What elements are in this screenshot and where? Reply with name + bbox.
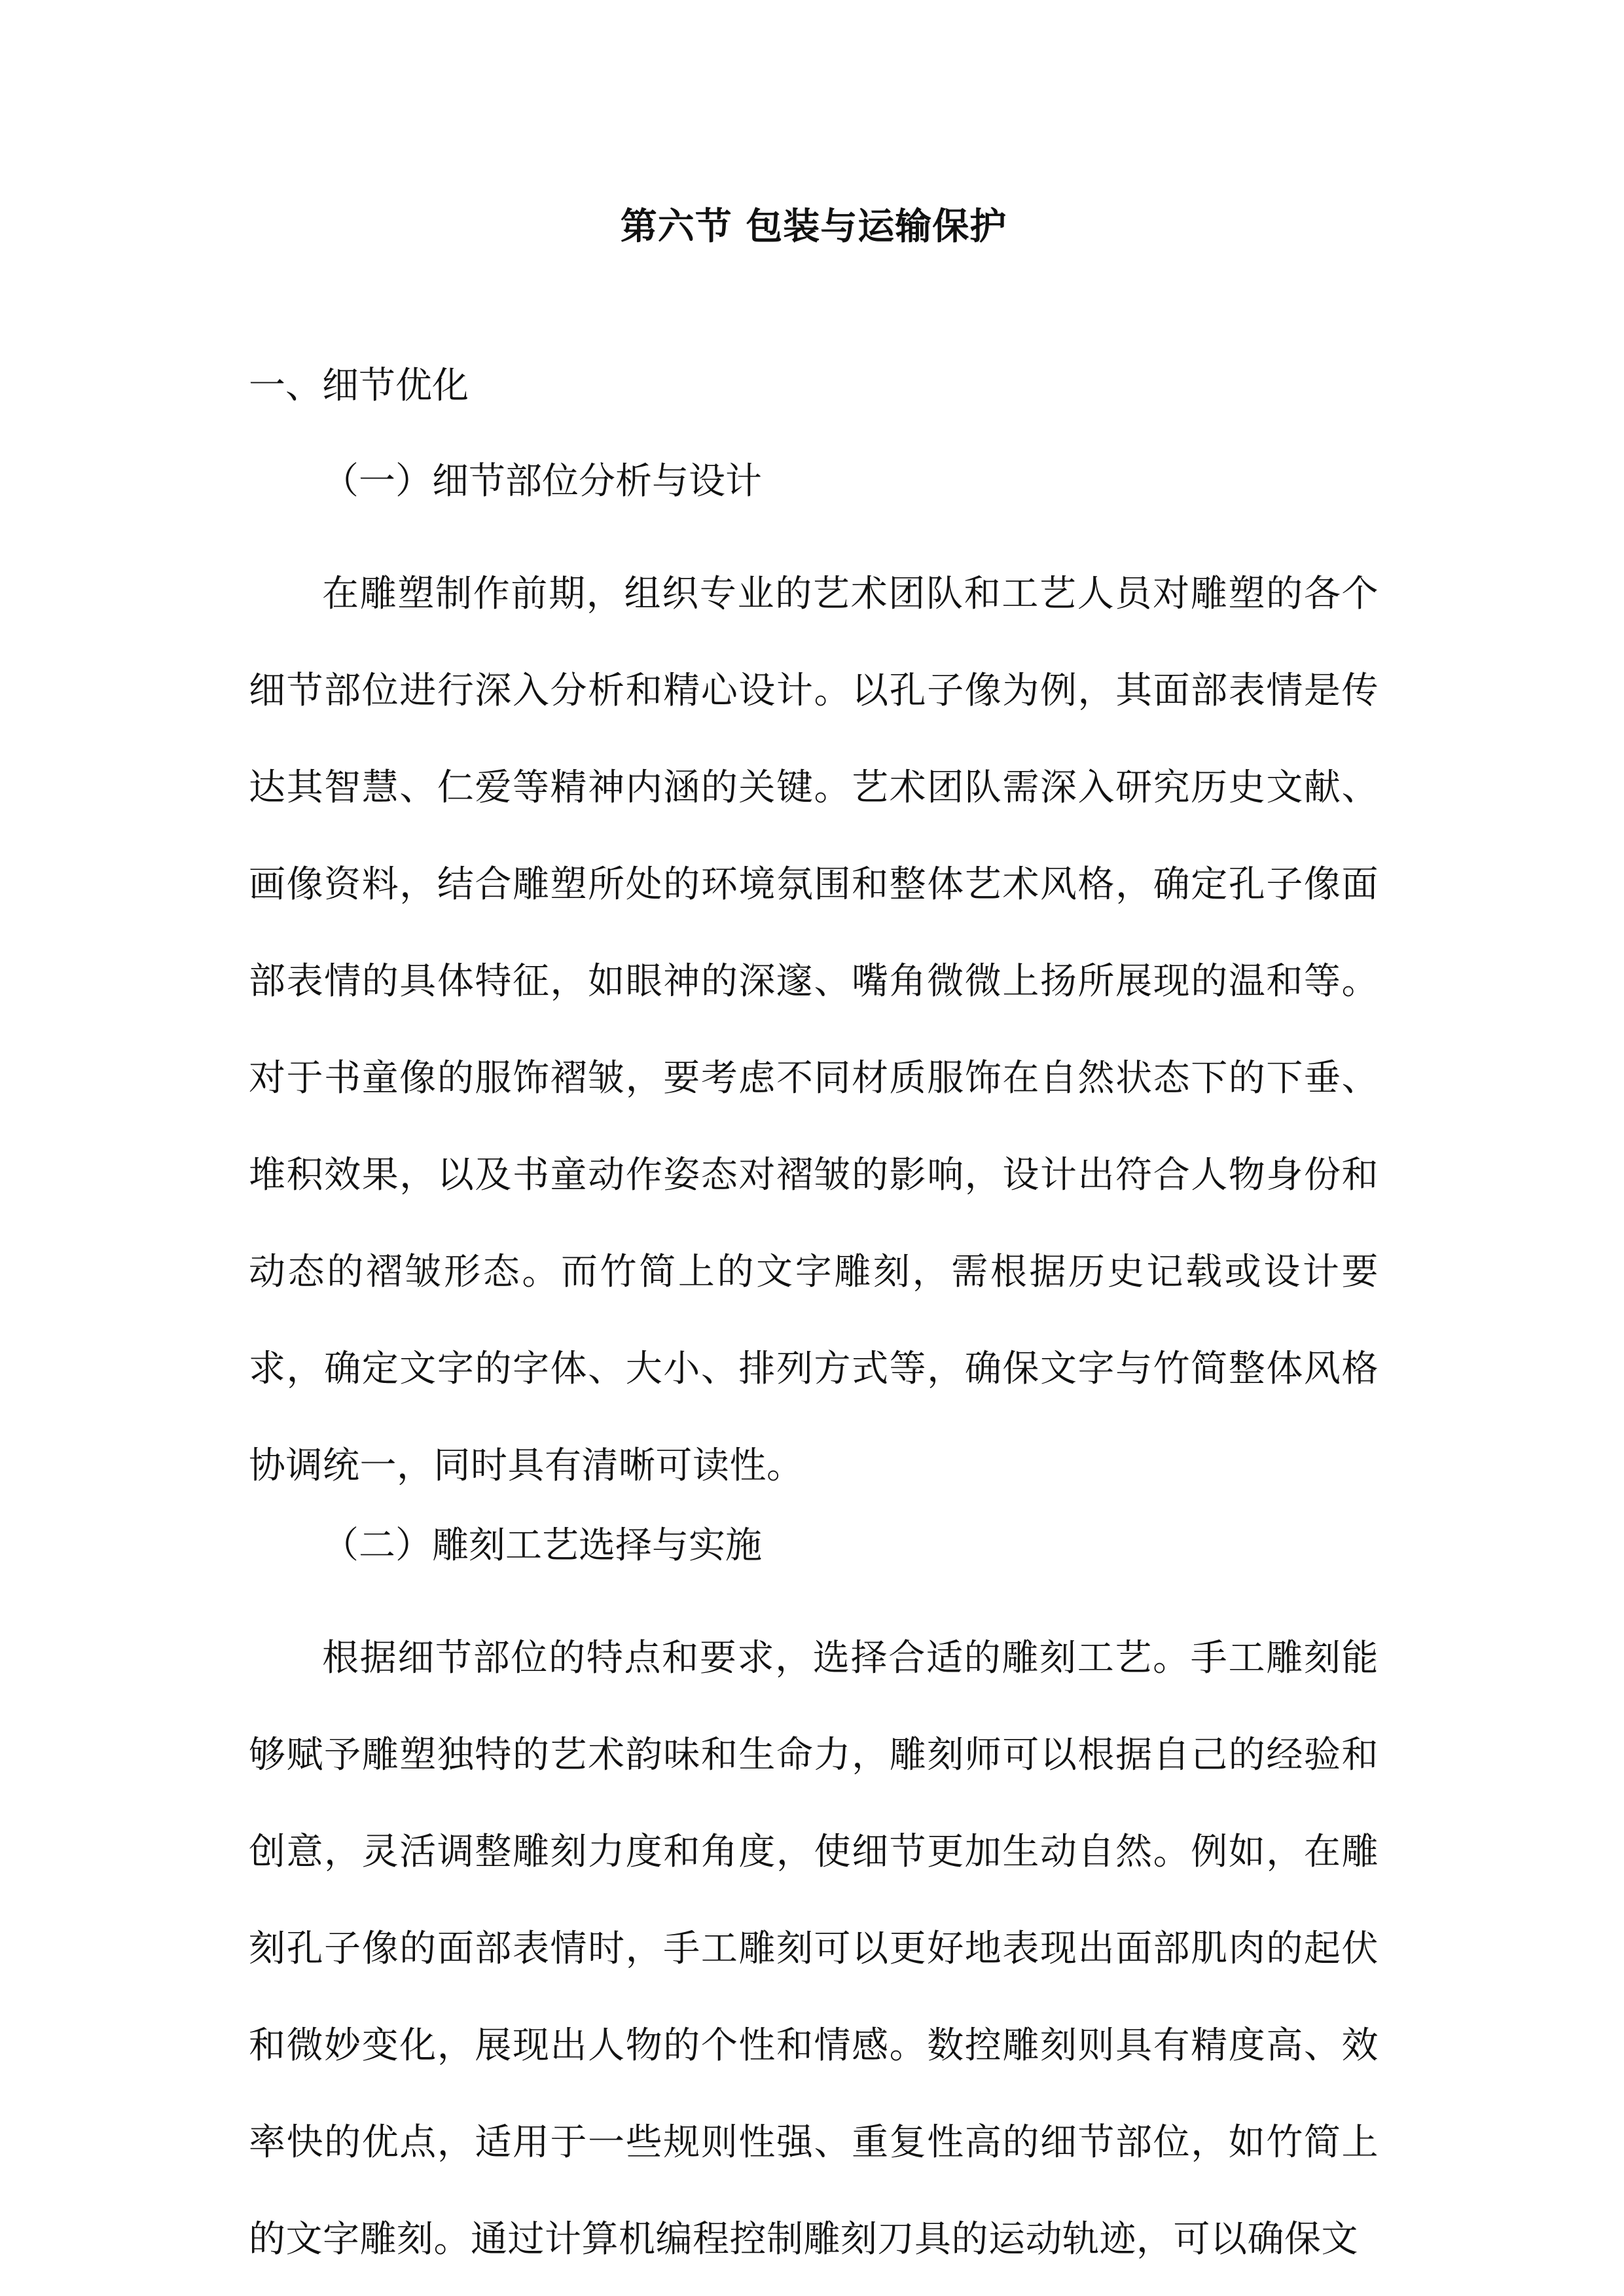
paragraph-detail-analysis: 在雕塑制作前期，组织专业的艺术团队和工艺人员对雕塑的各个细节部位进行深入分析和精心设计。以孔子像为例，其面部表情是传达其智慧、仁爱等精神内涵的关键。艺术团队需深入研究历史文献、画像资料，结合雕塑所处的环境氛围和整体艺术风格，确定孔子像面部表情的具体特征，如眼神的深邃、嘴角微微上扬所展现的温和等。对于书童像的服饰褶皱，要考虑不同材质服饰在自然状态下的下垂、堆积效果，以及书童动作姿态对褶皱的影响，设计出符合人物身份和动态的褶皱形态。而竹简上的文字雕刻，需根据历史记载或设计要求，确定文字的字体、大小、排列方式等，确保文字与竹简整体风格协调统一，同时具有清晰可读性。: [249, 573, 1379, 1487]
document-body: [249, 196, 1379, 2288]
page-title: 第六节 包装与运输保护: [620, 205, 1007, 248]
section-heading-detail-optimization: 一、细节优化: [249, 365, 469, 407]
subsection-heading-carving-process: （二）雕刻工艺选择与实施: [322, 1524, 762, 1567]
paragraph-carving-process: 根据细节部位的特点和要求，选择合适的雕刻工艺。手工雕刻能够赋予雕塑独特的艺术韵味和生命力，雕刻师可以根据自己的经验和创意，灵活调整雕刻力度和角度，使细节更加生动自然。例如，在雕刻孔子像的面部表情时，手工雕刻可以更好地表现出面部肌肉的起伏和微妙变化，展现出人物的个性和情感。数控雕刻则具有精度高、效率快的优点，适用于一些规则性强、重复性高的细节部位，如竹简上的文字雕刻。通过计算机编程控制雕刻刀具的运动轨迹，可以确保文: [249, 1637, 1379, 2261]
subsection-heading-detail-analysis: （一）细节部位分析与设计: [322, 460, 762, 503]
